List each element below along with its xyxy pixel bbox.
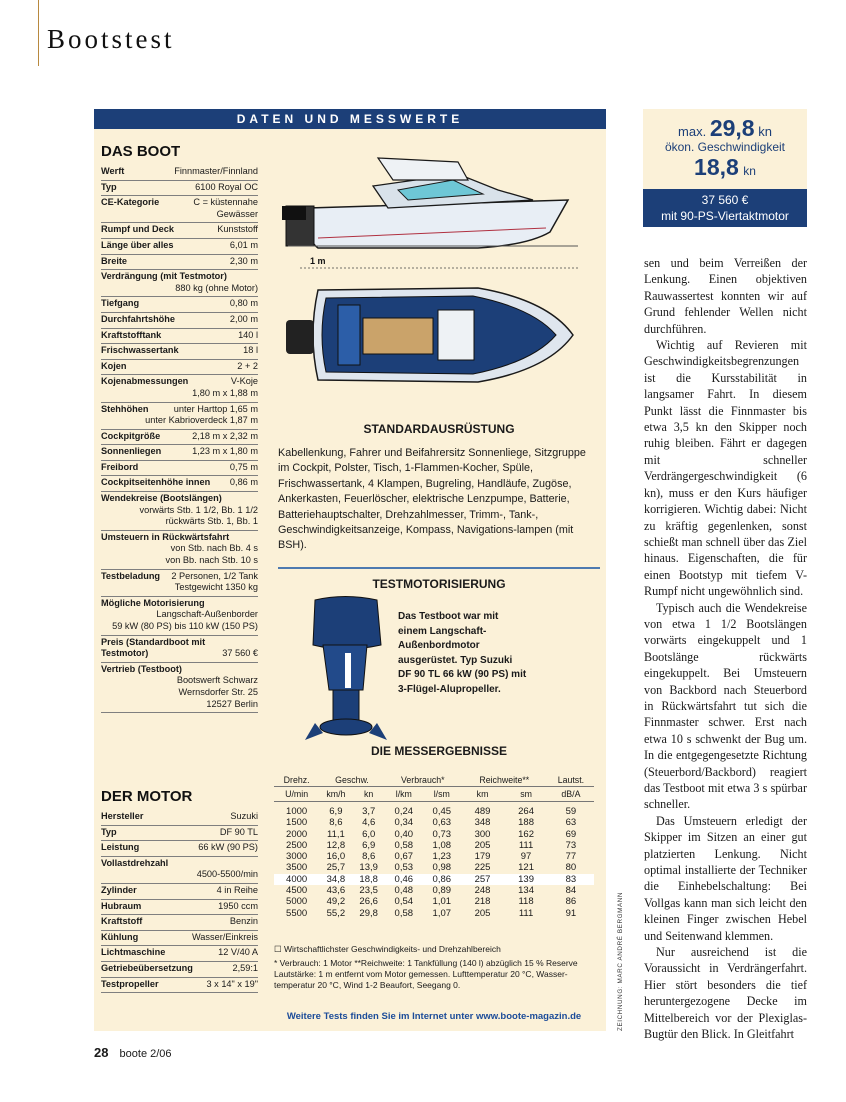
spec-row: [101, 181, 258, 197]
price-box: [643, 189, 807, 227]
table-cell: 0,98: [432, 862, 452, 874]
spec-value-cont: Gewässer: [216, 208, 258, 219]
results-group-row: [274, 774, 594, 787]
spec-row: [101, 636, 258, 663]
spec-label: Leistung: [101, 842, 140, 853]
table-cell: 0,45: [432, 806, 452, 817]
spec-value-cont: Bootswerft Schwarz: [176, 675, 258, 686]
spec-row: [101, 360, 258, 376]
spec-row: [101, 297, 258, 313]
table-cell: 0,53: [394, 862, 414, 874]
price: 37 560 €: [701, 193, 749, 207]
table-cell: 29,8: [359, 907, 378, 919]
spec-label: Cockpitseitenhöhe innen: [101, 477, 211, 488]
table-cell: 43,6: [326, 885, 346, 897]
spec-row: [101, 239, 258, 255]
table-cell: 6,9: [362, 839, 376, 851]
table-cell: 205: [474, 839, 491, 851]
table-cell: 2000: [286, 828, 308, 840]
unit-cell: l/km: [385, 787, 423, 802]
table-cell: 63: [565, 817, 577, 829]
table-cell: 16,0: [326, 851, 346, 863]
spec-label: Stehhöhen: [101, 403, 149, 414]
spec-row: [101, 445, 258, 461]
table-cell: 77: [565, 851, 577, 863]
spec-label: Vollastdrehzahl: [101, 857, 169, 868]
table-row: [274, 840, 594, 851]
spec-row: [101, 962, 258, 978]
table-cell: 26,6: [359, 896, 378, 908]
table-row: [274, 829, 594, 840]
spec-value: 2 Personen, 1/2 Tank: [171, 570, 258, 581]
eco-speed: 18,8: [694, 154, 739, 180]
table-cell: 257: [461, 874, 505, 885]
outboard-motor-drawing: [305, 595, 387, 745]
header-rule: [38, 0, 39, 66]
table-cell: 11,1: [326, 828, 345, 840]
table-cell: 111: [518, 907, 534, 919]
spec-value-cont: von Bb. nach Stb. 10 s: [165, 555, 258, 566]
table-cell: 1,23: [432, 851, 452, 863]
table-cell: 264: [518, 806, 534, 817]
table-cell: 118: [518, 896, 534, 908]
table-cell: 348: [474, 817, 491, 829]
table-cell: 69: [565, 828, 577, 840]
table-cell: 1,08: [432, 839, 452, 851]
spec-row: [101, 430, 258, 446]
spec-label: Kraftstoff: [101, 916, 143, 927]
spec-row: [101, 900, 258, 916]
table-cell: 218: [474, 896, 491, 908]
spec-value: 0,75 m: [229, 461, 258, 472]
spec-row: [101, 476, 258, 492]
spec-value: C = küstennahe: [193, 197, 258, 208]
table-cell: 91: [565, 907, 577, 919]
spec-row: [101, 270, 258, 297]
spec-row: [101, 570, 258, 597]
spec-value: 2 + 2: [237, 360, 258, 371]
spec-row: [101, 531, 258, 570]
table-cell: 1,01: [432, 896, 452, 908]
spec-label: Hersteller: [101, 811, 144, 821]
test-motor-heading: TESTMOTORISIERUNG: [372, 577, 506, 591]
issue: boote 2/06: [119, 1048, 172, 1060]
table-cell: 5000: [286, 896, 308, 908]
max-speed: 29,8: [709, 115, 755, 141]
data-box-title: DATEN UND MESSWERTE: [94, 109, 606, 129]
table-cell: 2500: [286, 839, 308, 851]
spec-label: Testbeladung: [101, 570, 161, 581]
table-cell: 0,63: [432, 817, 452, 829]
spec-value: 3 x 14" x 19": [206, 978, 258, 989]
spec-value-cont: 880 kg (ohne Motor): [175, 282, 258, 293]
spec-value-cont: 12527 Berlin: [206, 698, 258, 709]
spec-row: [101, 826, 258, 842]
table-cell: 97: [520, 851, 532, 863]
table-cell: 0,46: [385, 874, 423, 885]
article-paragraph: Nur ausreichend ist die Voraussicht in Verdrängerfahrt. Hier stört besonders die tief heruntergezogene Decke im Mittelbereich vor der Plexiglas-Bugtür den Blick. In Gleitfahrt: [644, 945, 807, 1042]
spec-value: 6,01 m: [229, 239, 258, 250]
table-cell: 18,8: [353, 874, 385, 885]
unit-cell: km/h: [319, 787, 352, 802]
spec-row: [101, 978, 258, 994]
table-cell: 59: [565, 806, 577, 817]
spec-row: [101, 810, 258, 826]
spec-label: CE-Kategorie: [101, 197, 160, 208]
divider: [278, 567, 600, 569]
spec-value: 4 in Reihe: [216, 884, 258, 895]
spec-label: Breite: [101, 255, 128, 266]
table-cell: 0,54: [394, 896, 414, 908]
table-cell: 8,6: [329, 817, 343, 829]
spec-value: DF 90 TL: [219, 826, 258, 837]
spec-value: Suzuki: [230, 811, 258, 821]
motor-specs: [101, 788, 258, 993]
spec-row: [101, 597, 258, 636]
table-cell: 162: [518, 828, 534, 840]
unit-cell: sm: [504, 787, 548, 802]
table-cell: 13,9: [359, 862, 378, 874]
table-cell: 6,0: [362, 828, 376, 840]
table-cell: 4000: [274, 874, 319, 885]
spec-label: Werft: [101, 166, 125, 176]
table-cell: 8,6: [362, 851, 376, 863]
boat-top-view: [286, 288, 573, 382]
table-cell: 4,6: [362, 817, 376, 829]
table-cell: 188: [518, 817, 534, 829]
unit-cell: dB/A: [548, 787, 594, 802]
spec-row: [101, 329, 258, 345]
article-paragraph: Typisch auch die Wendekreise von etwa 1 1/2 Bootslängen vorwärts eingekuppelt und 1 Bootslänge rückwärts eingekuppelt. Bei Umsteuern von Backbord nach Steuerbord in Rückwärtsfahrt tut sich die Finnmaster schwer. Erst nach etwa 10 s schwenkt der Bug um. In die entgegengesetzte Richtung (Steuerbord/Backbord) reagiert das Testboot mit etwa 3 s spürbar schneller.: [644, 600, 807, 812]
spec-row: [101, 841, 258, 857]
spec-value-cont: 4500-5500/min: [196, 869, 258, 880]
spec-value-cont: von Stb. nach Bb. 4 s: [170, 543, 258, 554]
spec-label: Rumpf und Deck: [101, 224, 174, 235]
spec-row: [101, 403, 258, 430]
boat-specs: [101, 143, 258, 713]
spec-label: Vertrieb (Testboot): [101, 663, 182, 674]
spec-label: Typ: [101, 826, 117, 837]
unit-cell: U/min: [274, 787, 319, 802]
spec-value: 2,00 m: [229, 313, 258, 324]
table-cell: 300: [474, 828, 491, 840]
table-cell: 0,89: [432, 885, 452, 897]
table-cell: 0,24: [394, 806, 414, 817]
spec-value: 1950 ccm: [218, 900, 258, 911]
table-cell: 3,7: [362, 806, 376, 817]
spec-label: Mögliche Motorisierung: [101, 597, 205, 608]
table-cell: 34,8: [319, 874, 352, 885]
col-group: Reichweite**: [461, 774, 548, 787]
unit-cell: kn: [353, 787, 385, 802]
spec-label: Frischwassertank: [101, 345, 179, 356]
table-cell: 84: [565, 885, 577, 897]
spec-label: Kraftstofftank: [101, 329, 162, 340]
spec-value: 2,30 m: [229, 255, 258, 266]
spec-row: [101, 884, 258, 900]
spec-value: Benzin: [229, 916, 258, 927]
table-cell: 179: [474, 851, 491, 863]
table-cell: 0,73: [432, 828, 452, 840]
spec-label: Umsteuern in Rückwärtsfahrt: [101, 531, 230, 542]
table-cell: 0,58: [394, 907, 414, 919]
spec-row: [101, 223, 258, 239]
table-row: [274, 874, 594, 885]
spec-value: 140 l: [238, 329, 258, 340]
spec-value: 0,80 m: [229, 298, 258, 309]
spec-label: Kojen: [101, 360, 127, 371]
table-cell: 3000: [286, 851, 308, 863]
boat-heading: DAS BOOT: [101, 143, 181, 160]
spec-row: [101, 375, 258, 402]
table-cell: 49,2: [326, 896, 346, 908]
spec-row: [101, 344, 258, 360]
table-cell: 12,8: [326, 839, 346, 851]
table-cell: 73: [565, 839, 577, 851]
spec-row: [101, 196, 258, 223]
spec-row: [101, 857, 258, 884]
table-cell: 205: [474, 907, 491, 919]
price-motor: mit 90-PS-Viertaktmotor: [661, 209, 789, 223]
table-cell: 55,2: [326, 907, 346, 919]
spec-label: Durchfahrtshöhe: [101, 313, 176, 324]
spec-label: Preis (Standardboot mit: [101, 636, 206, 647]
spec-value-cont: Testgewicht 1350 kg: [174, 582, 258, 593]
col-group: Drehz.: [274, 774, 319, 787]
drawing-credit: ZEICHNUNG: MARC ANDRÉ BERGMANN: [617, 891, 624, 1031]
spec-label: Verdrängung (mit Testmotor): [101, 271, 227, 282]
units-row: [274, 787, 594, 802]
spec-row: [101, 255, 258, 271]
spec-value: V-Koje: [230, 376, 258, 387]
article-paragraph: Wichtig auf Revieren mit Geschwindigkeitsbegrenzungen ist die Kursstabilität in langsamer Fahrt. In diesem Punkt lässt die Finnmaster bis etwa 3,5 kn den Skipper noch ruhig bleiben. Fährt er dagegen mit schneller Verdrängergeschwindigkeit (6 kn), muss er den Kurs häufiger korrigieren. Wichtig dabei: Nicht zu kräftig gegenlenken, sonst schießt man schnell über das Ziel hinaus. Eigenschaften, die für einen Bootstyp mit tiefem V-Rumpf nicht ungewöhnlich sind.: [644, 338, 807, 599]
article-text: [644, 255, 807, 1043]
spec-label: Kühlung: [101, 931, 139, 942]
spec-value: Finnmaster/Finnland: [174, 166, 258, 176]
table-cell: 111: [518, 839, 534, 851]
table-cell: 0,40: [394, 828, 414, 840]
table-cell: 80: [565, 862, 577, 874]
spec-label: Freibord: [101, 461, 139, 472]
spec-label: Zylinder: [101, 884, 137, 895]
spec-label: Typ: [101, 181, 117, 192]
table-row: [274, 817, 594, 828]
table-cell: 23,5: [359, 885, 378, 897]
page-number: 28: [94, 1045, 109, 1060]
spec-value: 12 V/40 A: [218, 947, 258, 958]
spec-value-cont: 59 kW (80 PS) bis 110 kW (150 PS): [112, 621, 258, 631]
table-cell: 0,67: [394, 851, 414, 863]
spec-row: [101, 461, 258, 477]
page-footer: [94, 1045, 172, 1060]
standard-heading: STANDARDAUSRÜSTUNG: [363, 422, 515, 436]
footnote: * Verbrauch: 1 Motor **Reichweite: 1 Tankfüllung (140 l) abzüglich 15 % Reserve Lautstärke: 1 m entfernt vom Motor gemessen. Lufttemperatur 20 °C, Wasser-temperatur 20 °C, Wind 1-2 Beaufort, Seegang 0.: [274, 958, 578, 990]
table-cell: 5500: [286, 907, 308, 919]
table-row: [274, 862, 594, 873]
table-cell: 25,7: [326, 862, 346, 874]
spec-label: Testmotor): [101, 648, 149, 659]
table-cell: 248: [474, 885, 491, 897]
table-cell: 1000: [286, 806, 308, 817]
table-cell: 489: [474, 806, 491, 817]
spec-value: 18 l: [243, 345, 258, 356]
eco-label: ökon. Geschwindigkeit: [664, 140, 786, 154]
spec-value-cont: rückwärts Stb. 1, Bb. 1: [165, 516, 258, 527]
table-row: [274, 908, 594, 919]
spec-value: 66 kW (90 PS): [198, 842, 258, 853]
spec-value-cont: unter Kabrioverdeck 1,87 m: [145, 415, 258, 426]
scale-label: 1 m: [310, 256, 326, 266]
spec-label: Testpropeller: [101, 978, 159, 989]
table-cell: 0,58: [394, 839, 414, 851]
col-group: Lautst.: [548, 774, 594, 787]
results-heading: DIE MESSERGEBNISSE: [370, 744, 508, 758]
table-cell: 121: [518, 862, 534, 874]
web-note: Weitere Tests finden Sie im Internet unter www.boote-magazin.de: [286, 1011, 582, 1022]
spec-row: [101, 663, 258, 713]
table-cell: 0,86: [423, 874, 461, 885]
article-paragraph: Das Umsteuern erledigt der Skipper im Sitzen an einer gut platzierten Lenkung. Nicht optimal installierte der Techniker die Einhebelschaltung: Bei Vollgas kann man sich leicht den kleinen Finger zwischen Hebel und Seitenwand klemmen.: [644, 813, 807, 943]
scale-bar: [300, 256, 578, 268]
results-table: [274, 774, 594, 919]
spec-value: unter Harttop 1,65 m: [173, 403, 258, 414]
spec-value: 37 560 €: [222, 648, 258, 659]
unit-cell: km: [461, 787, 505, 802]
table-cell: 139: [504, 874, 548, 885]
spec-row: [101, 492, 258, 531]
spec-value-cont: Langschaft-Außenborder: [156, 609, 258, 620]
unit-cell: l/sm: [423, 787, 461, 802]
article-paragraph: sen und beim Verreißen der Lenkung. Einen objektiven Rauwassertest konnten wir auf Grund fehlender Wellen nicht durchführen.: [644, 256, 807, 336]
motor-heading: DER MOTOR: [101, 788, 193, 805]
col-group: Verbrauch*: [385, 774, 461, 787]
table-cell: 86: [565, 896, 577, 908]
spec-label: Kojenabmessungen: [101, 376, 189, 387]
spec-value: 1,23 m x 1,80 m: [192, 446, 258, 457]
spec-label: Länge über alles: [101, 239, 174, 250]
table-cell: 1500: [286, 817, 308, 829]
spec-value-cont: Wernsdorfer Str. 25: [178, 686, 258, 697]
col-group: Geschw.: [319, 774, 385, 787]
spec-label: Sonnenliegen: [101, 446, 162, 457]
spec-label: Cockpitgröße: [101, 430, 161, 441]
table-cell: 134: [518, 885, 534, 897]
table-row: [274, 896, 594, 907]
spec-value-cont: 1,80 m x 1,88 m: [192, 387, 258, 398]
spec-label: Lichtmaschine: [101, 947, 166, 958]
spec-value: Kunststoff: [217, 224, 258, 235]
table-cell: 0,48: [394, 885, 414, 897]
boat-side-view: [282, 158, 578, 248]
standard-text: Kabellenkung, Fahrer und Beifahrersitz Sonnenliege, Sitzgruppe im Cockpit, Polster, Tisch, 1-Flammen-Kocher, Spüle, Frischwassertank, 4 Klampen, Bugreling, Handläufe, Zugöse, Ankerkasten, Feuerlöscher, elektrische Lenzpumpe, Batterie, Batteriehauptschalter, Drehzahlmesser, Trimm-, Tank-, Geschwindigkeitsanzeige, Kompass, Navigations-lampen (mit BSH).: [278, 447, 586, 552]
speed-box: max. 29,8 kn ökon. Geschwindigkeit 18,8 kn: [643, 109, 807, 189]
section-title: Bootstest: [47, 24, 175, 54]
table-cell: 3500: [286, 862, 308, 874]
results-notes: [274, 944, 594, 991]
spec-label: Wendekreise (Bootslängen): [101, 493, 222, 504]
spec-value-cont: vorwärts Stb. 1 1/2, Bb. 1 1/2: [139, 504, 258, 515]
spec-label: Hubraum: [101, 900, 142, 911]
spec-value: 6100 Royal OC: [195, 181, 258, 192]
spec-row: [101, 313, 258, 329]
spec-row: [101, 165, 258, 181]
spec-row: [101, 915, 258, 931]
spec-value: 2,59:1: [232, 962, 258, 973]
table-row: [274, 885, 594, 896]
table-row: [274, 802, 594, 818]
table-cell: 1,07: [432, 907, 452, 919]
spec-row: [101, 946, 258, 962]
table-cell: 225: [474, 862, 491, 874]
test-motor-text: Das Testboot war mit einem Langschaft-Außenbordmotor ausgerüstet. Typ Suzuki DF 90 TL 66 kW (90 PS) mit 3-Flügel-Alupropeller.: [398, 611, 527, 695]
boat-drawing: [278, 150, 600, 395]
spec-value: 2,18 m x 2,32 m: [192, 430, 258, 441]
legend: ☐ Wirtschaftlichster Geschwindigkeits- und Drehzahlbereich: [274, 944, 501, 954]
spec-label: Getriebeübersetzung: [101, 962, 193, 973]
spec-value: Wasser/Einkreis: [191, 931, 258, 942]
spec-row: [101, 931, 258, 947]
table-cell: 83: [548, 874, 594, 885]
table-cell: 4500: [286, 885, 308, 897]
table-cell: 6,9: [329, 806, 343, 817]
table-cell: 0,34: [394, 817, 414, 829]
table-row: [274, 851, 594, 862]
spec-label: Tiefgang: [101, 298, 140, 309]
spec-value: 0,86 m: [229, 477, 258, 488]
